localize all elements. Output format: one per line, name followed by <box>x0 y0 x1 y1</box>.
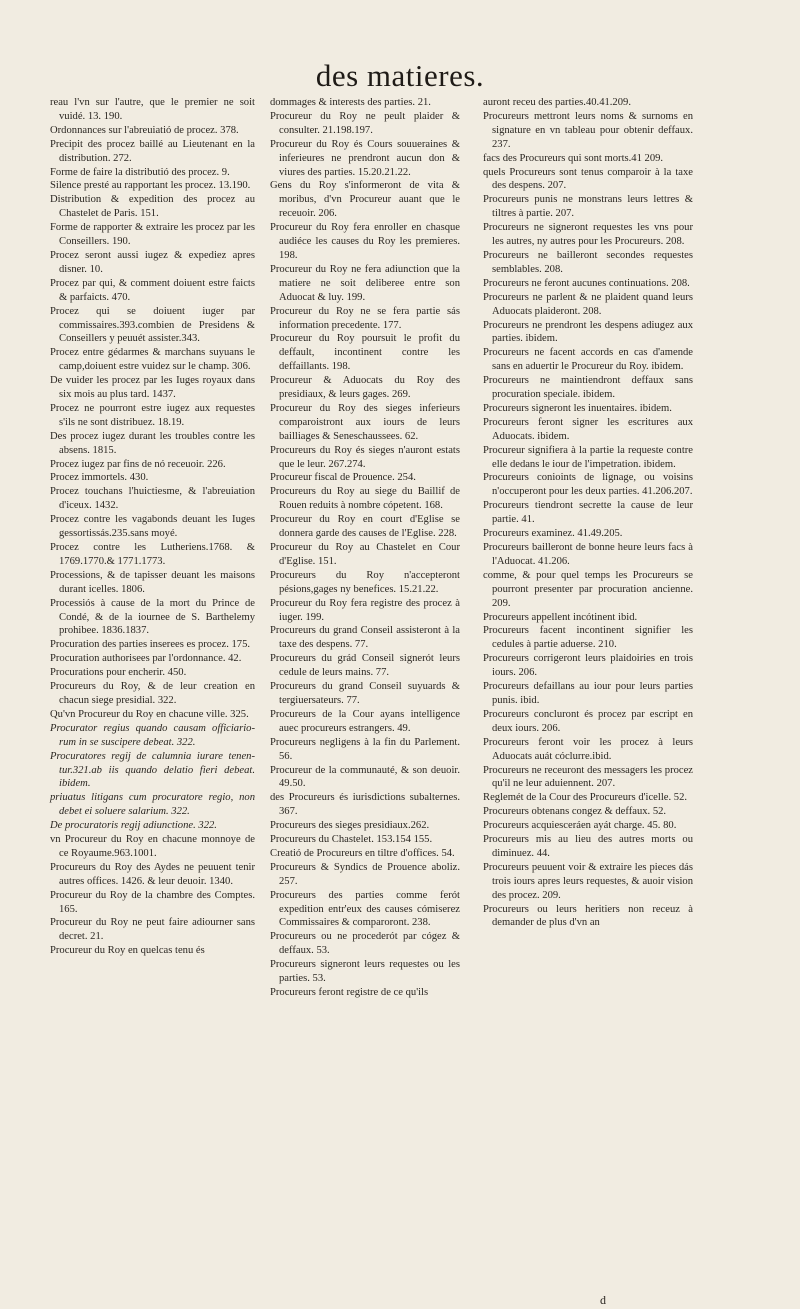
index-entry: Procureur du Roy au Chastelet en Cour d'Eglise. 151. <box>270 542 460 567</box>
index-entry: Procureurs du grád Conseil signerót leurs cedule de leurs mains. 77. <box>270 653 460 679</box>
index-column-3 <box>483 96 693 930</box>
index-entry: Procureurs punis ne monstrans leurs lettres & tiltres à partie. 207. <box>483 194 693 220</box>
index-entry: Distribution & expedition des procez au Chastelet de Paris. 151. <box>50 194 255 220</box>
index-entry: Procureur de la communauté, & son deuoir. 49.50. <box>270 764 460 790</box>
index-entry: Procureur du Roy de la chambre des Comptes. 165. <box>50 889 255 915</box>
index-entry: Procez seront aussi iugez & expediez apres disner. 10. <box>50 249 255 275</box>
index-entry: Procureurs ne receuront des messagers les procez qu'il ne leur aduiennent. 207. <box>483 764 693 790</box>
index-entry: Procureurs bailleront de bonne heure leurs facs à l'Aduocat. 41.206. <box>483 542 693 567</box>
index-entry: Procureurs facent incontinent signifier les cedules à partie aduerse. 210. <box>483 625 693 651</box>
index-entry: Qu'vn Procureur du Roy en chacune ville. 325. <box>50 708 249 720</box>
index-entry: Procureurs ne facent accords en cas d'amende sans en aduertir le Procureur du Roy. ibidem. <box>483 347 693 373</box>
index-entry: De procuratoris regij adiunctione. 322. <box>50 820 217 832</box>
index-entry: Procureur du Roy fera enroller en chasque audiéce les causes du Roy les premieres. 198. <box>270 222 460 261</box>
index-entry: Reglemét de la Cour des Procureurs d'icelle. 52. <box>483 792 688 804</box>
index-entry: Procuration des parties inserees es procez. 175. <box>50 639 251 651</box>
index-entry: Procureur du Roy des sieges inferieurs comparoistront aux iours de leurs bailliages & Seneschaussees. 62. <box>270 402 460 442</box>
index-entry: priuatus litigans cum procuratore regio, non debet ei soluere salarium. 322. <box>50 792 255 818</box>
index-entry: Procureurs feront voir les procez à leurs Aduocats auát cóclurre.ibid. <box>483 736 693 762</box>
index-entry: Procureurs ne prendront les despens adiugez aux parties. ibidem. <box>483 319 693 345</box>
index-entry: Procureur du Roy fera registre des procez à iuger. 199. <box>270 597 460 623</box>
index-entry: Procureur du Roy és Cours souueraines & inferieures ne prendront aucun don & viures des parties. 15.20.21.22. <box>270 138 460 178</box>
page-header: des matieres. <box>315 58 485 93</box>
index-entry: Procureurs du Roy, & de leur creation en chacun siege presidial. 322. <box>50 681 255 706</box>
index-entry: Procureurs corrigeront leurs plaidoiries en trois iours. 206. <box>483 653 693 679</box>
index-entry: Procureur fiscal de Prouence. 254. <box>270 472 416 484</box>
index-entry: Procureurs signeront les inuentaires. ibidem. <box>483 402 672 414</box>
index-entry: Procureurs ne signeront requestes les vns pour les autres, ny autres pour les Procureurs. 208. <box>483 222 693 248</box>
index-entry: Procureurs ou ne procederót par cógez & deffaux. 53. <box>270 931 460 957</box>
index-entry: Procez iugez par fins de nó receuoir. 226. <box>50 458 226 470</box>
index-entry: Procureur du Roy en court d'Eglise se donnera garde des causes de l'Eglise. 228. <box>270 514 460 540</box>
index-entry: Procureurs du grand Conseil suyuards & tergiuersateurs. 77. <box>270 681 460 706</box>
index-entry: Des procez iugez durant les troubles contre les absens. 1815. <box>50 430 255 456</box>
index-entry: Procureurs du Chastelet. 153.154 155. <box>270 834 433 846</box>
index-entry: dommages & interests des parties. 21. <box>270 97 431 108</box>
index-entry: Procureurs obtenans congez & deffaux. 52. <box>483 806 667 818</box>
index-entry: Gens du Roy s'informeront de vita & moribus, d'vn Procureur auant que le receuoir. 206. <box>270 180 460 220</box>
index-entry: De vuider les procez par les Iuges royaux dans six mois au plus tard. 1437. <box>50 375 255 401</box>
index-entry: Forme de faire la distributió des procez. 9. <box>50 166 230 178</box>
index-entry: Procureurs ne feront aucunes continuations. 208. <box>483 277 690 289</box>
index-entry: Procureurs du Roy n'accepteront pésions,gages ny benefices. 15.21.22. <box>270 569 460 595</box>
index-entry: Procureur signifiera à la partie la requeste contre elle dedans le iour de l'impetration. ibidem. <box>483 444 693 470</box>
index-entry: Procureurs conioints de lignage, ou voisins n'occuperont pour les deux parties. 41.206.207. <box>483 472 693 498</box>
index-entry: reau l'vn sur l'autre, que le premier ne soit vuidé. 13. 190. <box>50 97 255 122</box>
index-entry: des Procureurs és iurisdictions subalternes. 367. <box>270 792 460 818</box>
index-entry: Procureurs peuuent voir & extraire les pieces dás trois iours apres leurs requestes, & auoir vision des procez. 209. <box>483 861 693 901</box>
index-entry: Procez contre les vagabonds deuant les Iuges gessortissás.235.sans moyé. <box>50 514 255 540</box>
index-entry: Procez ne pourront estre iugez aux requestes s'ils ne sont distribuez. 18.19. <box>50 402 255 428</box>
index-entry: Procez par qui, & comment doiuent estre faicts & parfaicts. 470. <box>50 277 255 303</box>
index-entry: Procureurs tiendront secrette la cause de leur partie. 41. <box>483 500 693 526</box>
index-entry: Precipit des procez baillé au Lieutenant en la distribution. 272. <box>50 138 255 164</box>
index-entry: Procurations pour encherir. 450. <box>50 667 187 679</box>
index-entry: facs des Procureurs qui sont morts.41 209. <box>483 152 664 164</box>
index-entry: Processions, & de tapisser deuant les maisons durant icelles. 1806. <box>50 569 255 595</box>
index-entry: Procureurs mettront leurs noms & surnoms en signature en vn tableau pour obtenir deffaux. 237. <box>483 110 693 150</box>
index-entry: Procez qui se doiuent iuger par commissaires.393.combien de Presidens & Conseillers y peuuét assister.343. <box>50 305 255 345</box>
index-entry: Forme de rapporter & extraire les procez par les Conseillers. 190. <box>50 222 255 248</box>
index-entry: Procureurs du Roy des Aydes ne peuuent tenir autres offices. 1426. & leur deuoir. 1340. <box>50 861 255 887</box>
index-entry: Procureur du Roy ne se fera partie sás information precedente. 177. <box>270 305 460 331</box>
index-entry: Procureur du Roy ne peut faire adiourner sans decret. 21. <box>50 917 255 943</box>
index-entry: Silence presté au rapportant les procez. 13.190. <box>50 180 251 192</box>
index-entry: Procureurs feront signer les escritures aux Aduocats. ibidem. <box>483 416 693 442</box>
index-entry: Procureurs concluront és procez par escript en deux iours. 206. <box>483 708 693 734</box>
index-entry: Procureurs de la Cour ayans intelligence auec procureurs estrangers. 49. <box>270 708 460 734</box>
index-entry: vn Procureur du Roy en chacune monnoye de ce Royaume.963.1001. <box>50 834 255 859</box>
index-entry: Procez immortels. 430. <box>50 472 149 484</box>
index-entry: Procureurs du Roy au siege du Baillif de Rouen reduits à nombre cópetent. 168. <box>270 486 460 512</box>
index-entry: Procureurs examinez. 41.49.205. <box>483 528 623 540</box>
index-entry: Procureurs du grand Conseil assisteront à la taxe des despens. 77. <box>270 625 460 651</box>
index-entry: Procuration authorisees par l'ordonnance. 42. <box>50 653 242 665</box>
index-entry: Procureurs ne maintiendront deffaux sans procuration speciale. ibidem. <box>483 375 693 401</box>
index-column-1 <box>50 96 255 958</box>
index-entry: Procureurs defaillans au iour pour leurs parties punis. ibid. <box>483 681 693 706</box>
index-entry: auront receu des parties.40.41.209. <box>483 97 631 108</box>
index-entry: Procureurs des sieges presidiaux.262. <box>270 820 430 832</box>
index-entry: Procez contre les Lutheriens.1768. & 1769.1770.& 1771.1773. <box>50 542 255 567</box>
index-entry: Creatió de Procureurs en tiltre d'offices. 54. <box>270 847 455 859</box>
index-entry: Procureurs ne bailleront secondes requestes semblables. 208. <box>483 249 693 275</box>
index-entry: Procureurs des parties comme ferót expedition entr'eux des causes cómiserez Commissaires & comparoront. 238. <box>270 889 460 929</box>
index-entry: Procureurs appellent incótinent ibid. <box>483 611 638 623</box>
index-entry: quels Procureurs sont tenus comparoir à la taxe des despens. 207. <box>483 166 693 192</box>
index-entry: Procureurs ne parlent & ne plaident quand leurs Aduocats plaideront. 208. <box>483 291 693 317</box>
index-entry: Procureur & Aduocats du Roy des presidiaux, & leurs gages. 269. <box>270 375 460 401</box>
catchword: d <box>600 1293 606 1307</box>
index-entry: Procureurs signeront leurs requestes ou les parties. 53. <box>270 959 460 985</box>
index-entry: Procez entre gédarmes & marchans suyuans le camp,doiuent estre vuidez sur le champ. 306. <box>50 347 255 373</box>
index-entry: Procurator regius quando causam officiario-rum in se suscipere debeat. 322. <box>50 722 255 748</box>
index-entry: Procez touchans l'huictiesme, & l'abreuiation d'iceux. 1432. <box>50 486 255 512</box>
index-entry: Procureurs negligens à la fin du Parlement. 56. <box>270 736 460 762</box>
index-entry: Procureurs ou leurs heritiers non receuz à demander de plus d'vn an <box>483 903 693 929</box>
index-entry: Procureurs acquiesceráen ayát charge. 45. 80. <box>483 820 677 832</box>
index-entry: Procureur du Roy en quelcas tenu és <box>50 945 205 957</box>
index-entry: Procureurs & Syndics de Prouence aboliz. 257. <box>270 861 460 887</box>
index-entry: Ordonnances sur l'abreuiatió de procez. 378. <box>50 124 239 136</box>
index-entry: Procureur du Roy ne peult plaider & consulter. 21.198.197. <box>270 110 460 136</box>
index-entry: comme, & pour quel temps les Procureurs se pourront presenter par procuration ancienne. 209. <box>483 569 693 609</box>
index-entry: Procuratores regij de calumnia iurare tenen-tur.321.ab iis quando delatio fieri debeat. ibidem. <box>50 750 255 790</box>
index-column-2 <box>270 96 460 1000</box>
index-entry: Processiós à cause de la mort du Prince de Condé, & de la iournee de S. Barthelemy prohibee. 1836.1837. <box>50 597 255 637</box>
index-entry: Procureurs du Roy és sieges n'auront estats que le leur. 267.274. <box>270 444 460 470</box>
index-entry: Procureur du Roy poursuit le profit du deffault, incontinent contre les deffaillants. 198. <box>270 333 460 373</box>
index-entry: Procureurs feront registre de ce qu'ils <box>270 987 429 998</box>
index-entry: Procureurs mis au lieu des autres morts ou diminuez. 44. <box>483 834 693 859</box>
index-entry: Procureur du Roy ne fera adiunction que la matiere ne soit deliberee entre son Aduocat & luy. 199. <box>270 263 460 303</box>
